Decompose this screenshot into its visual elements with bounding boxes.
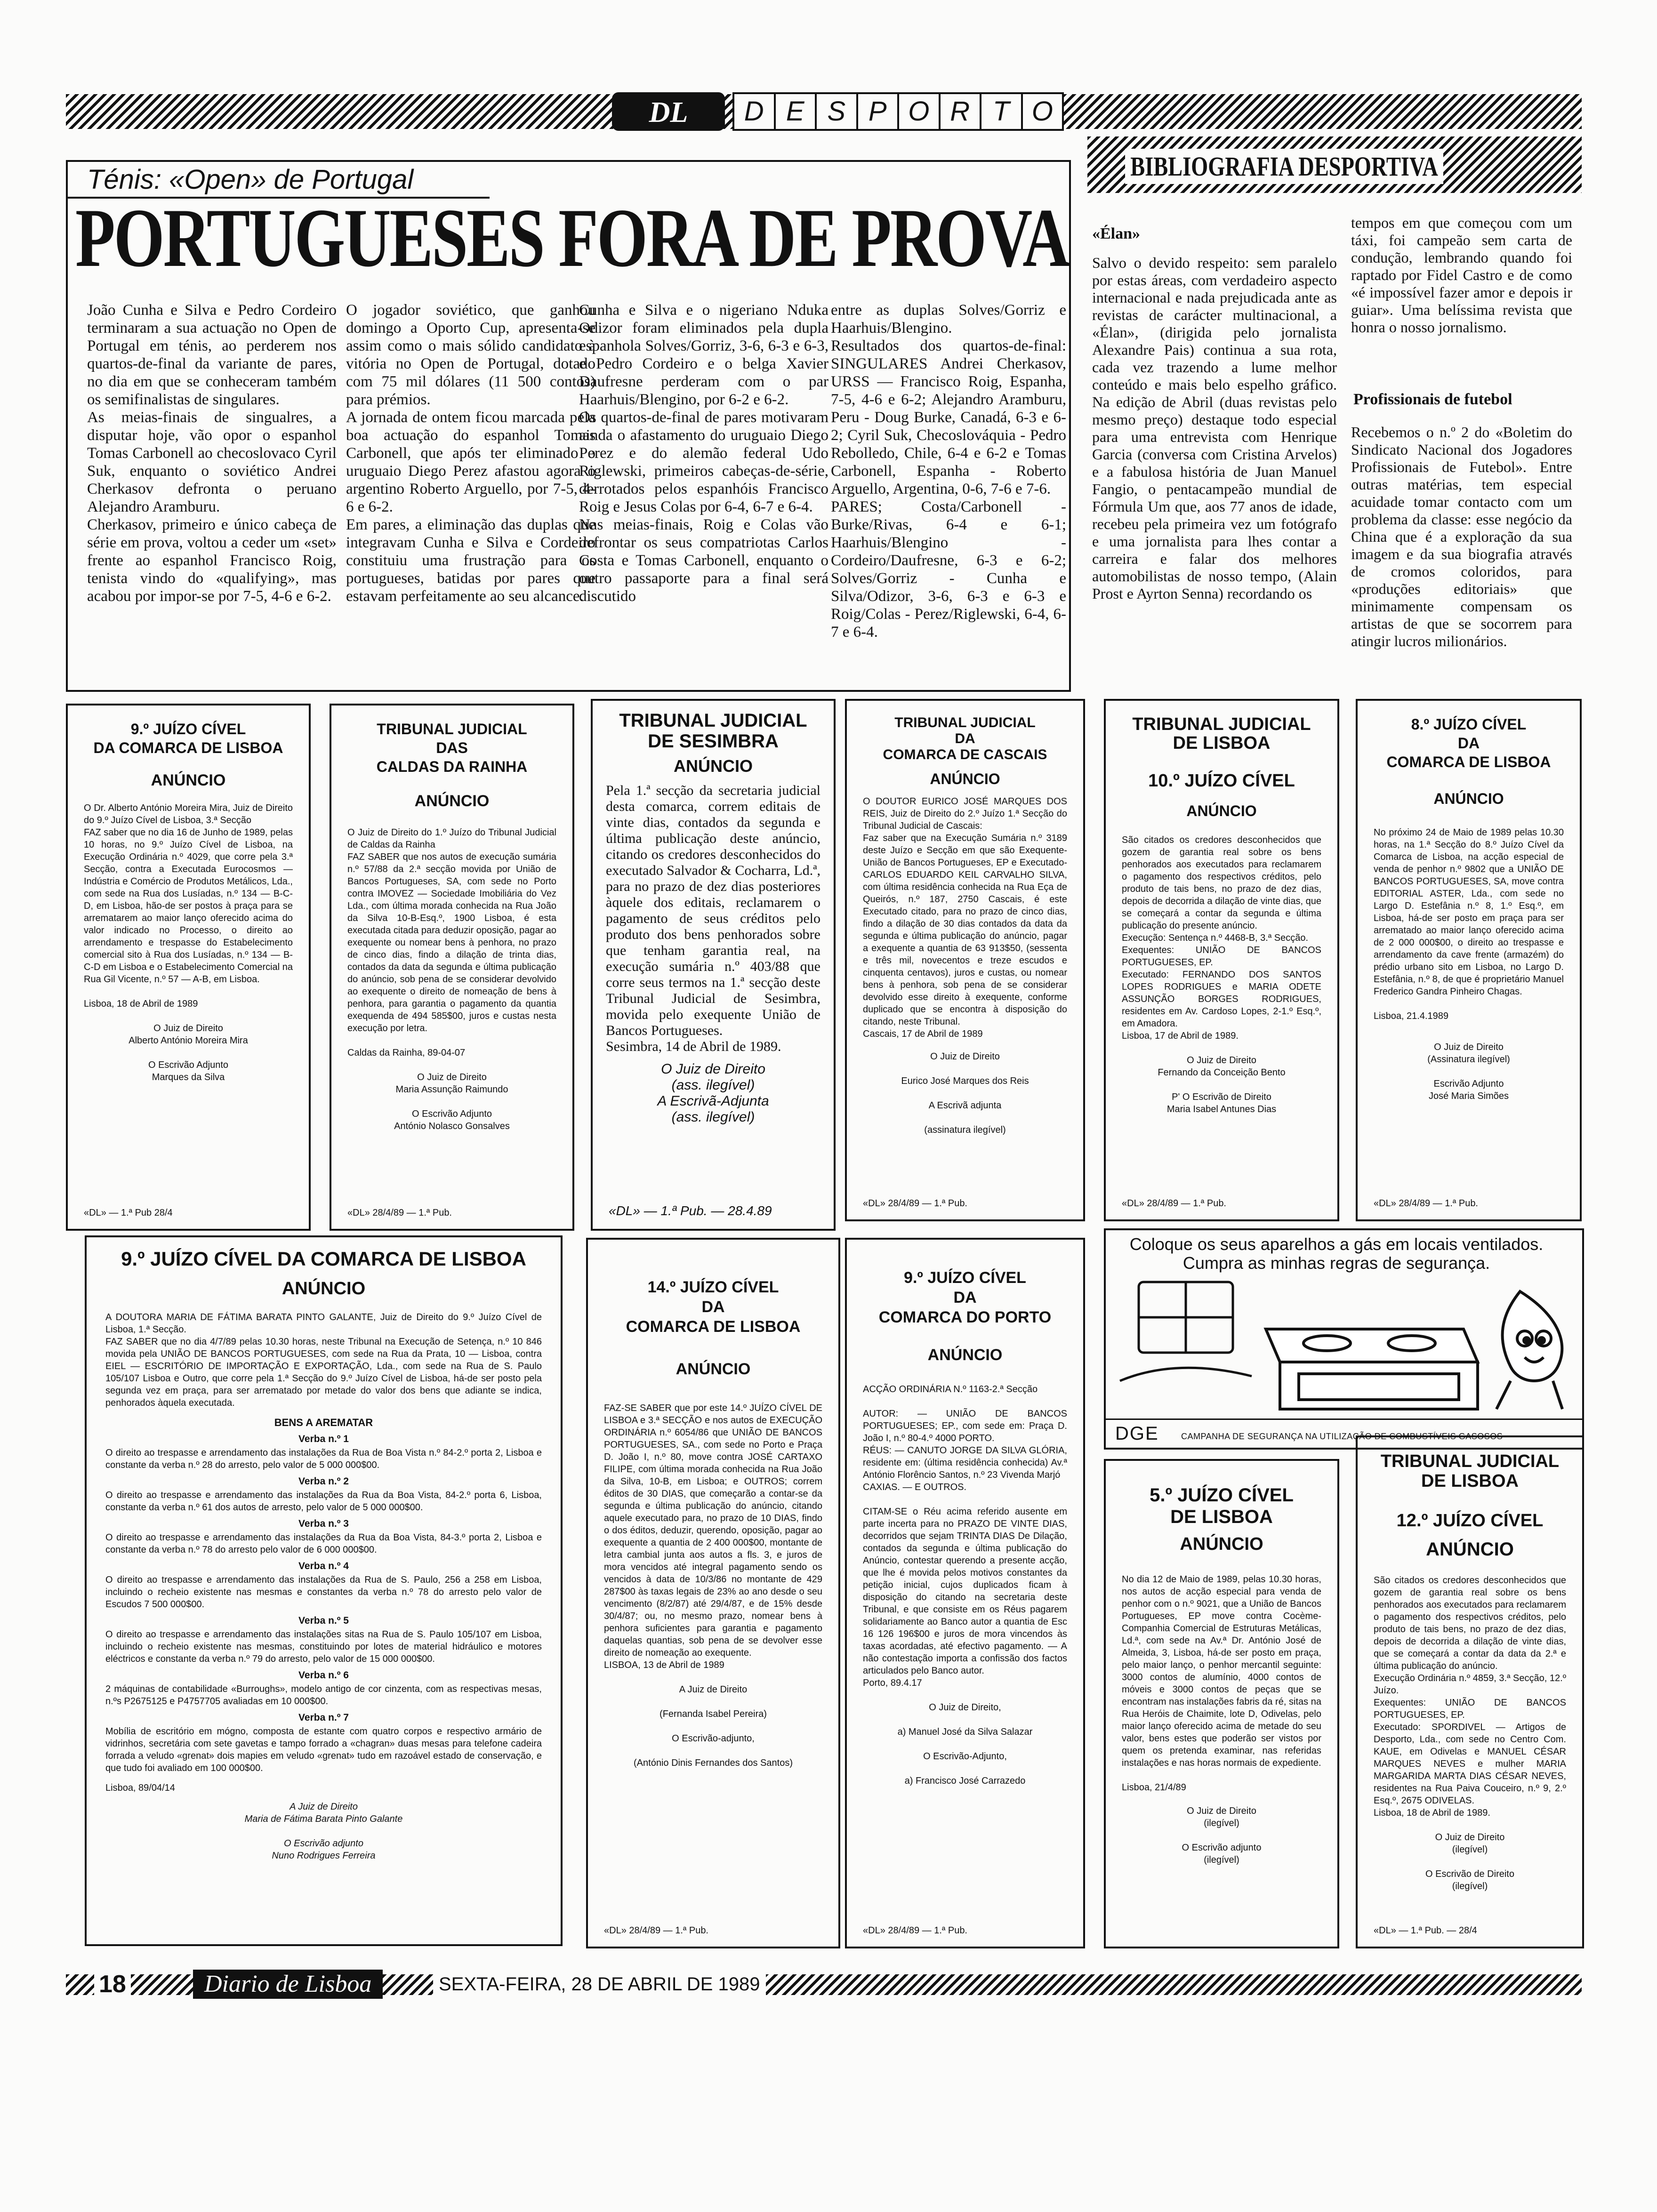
bibliografia-col1-text: Salvo o devido respeito: sem paralelo por estas áreas, com verdadeiro aspecto internacional e nada prejudicada ante as revistas de carácter multinacional, a «Élan», (dirigida pelo jornalista Alexandre Pais) continua a sua rota, cada vez trazendo a lume melhor conteúdo e mais belo espelho gráfico. Na edição de Abril (duas revistas pelo mesmo preço) destaque todo especial para uma entrevista com Henrique Garcia (conversa com Cristina Arvelos) e a fabulosa história de Juan Manuel Fangio, o pentacampeão mundial de Fórmula Um que, aos 77 anos de idade, recebeu pela primeira vez um fotógrafo e uma jornalista para lhes contar a carreira e falar dos melhores automobilistas de nosso tempo, (Alain Prost e Ayrton Senna) recordando os [1092,254,1337,602]
legal-notice-big [85,1235,563,1946]
notice-pub: «DL» — 1.ª Pub. — 28/4 [1374,1925,1477,1936]
verbas-list [105,1434,542,1774]
verba-text: Mobília de escritório em mógno, composta de estante com quatro corpos e respectivo armário de vidrinhos, secretária com sete gavetas e tampo forrado a «chagran» duas mesas para telefone cadeira forrada a veludo «grenat» dois mapies em veludo «grenat» tudo em razoável estado de conservação, e que tudo foi avaliado em 100 000$00. [105,1726,542,1773]
ad-illustration [1110,1273,1581,1414]
notice-heading: TRIBUNAL JUDICIAL DAS CALDAS DA RAINHA [376,721,528,775]
notice-body: O Juiz de Direito do 1.º Juízo do Tribunal Judicial de Caldas da Rainha FAZ SABER que nos autos de execução sumária n.º 57/88 da 2.ª secção movida por União de Bancos Portugueses, SA, com sede no Porto contra IMOVEZ — Sociedade Imobiliária do Vez Lda., com última morada conhecida na Rua João da Silva 10-B-Esq.º, 1900 Lisboa, é esta executada citada para deduzir oposição, pagar ao exequente ou nomear bens à penhora, no prazo de cinco dias, findo a dilação de trinta dias, contados da data da segunda e última publicação do anúncio, sob pena de se considerar devolvido ao exequente o direito de nomeação de bens à penhora, para garantia o pagamento da quantia exequenda de 494 585$00, juros e custas nesta execução por letra. Caldas da Rainha, 89-04-07 [347,827,556,1058]
gas-stove-icon [1266,1329,1478,1409]
legal-notice-5 [1104,699,1339,1221]
notice-body: São citados os credores desconhecidos que gozem de garantia real sobre os bens penhorados aos executados para reclamarem o pagamento dos respectivos créditos, pelo produto de tais bens, no prazo de dez dias, depois de decorrida a dilação de vinte dias, que se começará a contar da segunda e última publicação do presente anúncio. Execução: Sentença n.º 4468-B, 3.ª Secção. Exequentes: UNIÃO DE BANCOS PORTUGUESES, EP. Executado: FERNANDO DOS SANTOS LOPES RODRIGUES e MARIA ODETE ASSUNÇÃO BORGES RODRIGUES, residentes em Av. Cardoso Lopes, 2-1.º Esq.º, em Amadora. Lisboa, 17 de Abril de 1989. [1122,835,1321,1041]
verba-text: O direito ao trespasse e arrendamento das instalações sitas na Rua de S. Paulo 105/107 em Lisboa, incluindo o recheio existente nas mesmas, constituindo por lotes de material hidráulico e motores eléctricos e constante da verba n.º 79 do arresto, pelo valor de 15 000 000$00. [105,1629,542,1664]
notice-body: FAZ-SE SABER que por este 14.º JUÍZO CÍVEL DE LISBOA e 3.ª SECÇÃO e nos autos de EXECUÇÃO ORDINÁRIA n.º 6054/86 que UNIÃO DE BANCOS PORTUGUESES, SA., com sede no Porto e Praça D. João I, n.º 80, move contra JOSÉ CARTAXO FILIPE, com última morada conhecida na Rua João da Silva, 10-B, em Lisboa; e OUTROS; correm éditos de 30 DIAS, que começarão a contar-se da segunda e última publicação do anúncio, citando aquele executado para, no prazo de 10 DIAS, findo o dos éditos, deduzir, querendo, oposição, pagar ao exequente a quantia de 2 400 000$00, montante de letra cambial junta aos autos a fls. 3, e juros de mora vencidos até integral pagamento sendo os vencidos à data de 10/3/86 no montante de 429 287$00 às taxas legais de 23% ao ano desde o seu vencimento (8/2/87) até 29/4/87, e de 15% desde 30/4/87; ou, no mesmo prazo, nomear bens à penhora suficientes para garantia e pagamento daquelas quantias, sob pena de se devolver esse direito de nomeação ao exequente. LISBOA, 13 de Abril de 1989 [604,1403,822,1670]
legal-notice-porto [845,1238,1085,1948]
legal-notice-12-civel [1356,1435,1584,1948]
notice-subheading: ANÚNCIO [1426,1539,1514,1560]
notice-heading: TRIBUNAL JUDICIAL DE LISBOA 12.º JUÍZO CÍVEL [1380,1451,1560,1531]
notice-heading: 5.º JUÍZO CÍVEL DE LISBOA [1150,1485,1294,1527]
notice-body: São citados os credores desconhecidos que gozem de garantia real sobre os bens penhorados aos executados para reclamarem o pagamento dos respectivos créditos, pelo produto de tais bens, no prazo de dez dias, depois de decorrida a dilação de vinte dias, que se começará a contar da data da 2.ª e última publicação do anúncio. Execução Ordinária n.º 4859, 3.ª Secção, 12.º Juízo. Exequentes: UNIÃO DE BANCOS PORTUGUESES, EP. Executado: SPORDIVEL — Artigos de Desporto, Lda., com sede no Centro Com. KAUE, em Odivelas e MANUEL CÉSAR MARQUES NEVES e mulher MARIA MARGARIDA MARTA DIAS CÉSAR NEVES, residentes na Rua Paiva Couceiro, n.º 9, 2.º Esq.º, 2675 ODIVELAS. Lisboa, 18 de Abril de 1989. [1374,1575,1566,1818]
verba-label: Verba n.º 1 [298,1434,349,1444]
notice-intro: A DOUTORA MARIA DE FÁTIMA BARATA PINTO GALANTE, Juiz de Direito do 9.º Juízo Cível de Lisboa, 1.ª Secção. FAZ SABER que no dia 4/7/89 pelas 10.30 horas, neste Tribunal na Execução de Setença, n.º 10 846 movida pela UNIÃO DE BANCOS PORTUGUESES, com sede na Rua da Prata, 10 — Lisboa, contra EIEL — ESCRITÓRIO DE IMPORTAÇÃO E EXPORTAÇÃO, Lda., com sede na Rua de S. Paulo 105/107 Lisboa e Outro, que corre pela 1.ª Secção do 9.º Juízo Cível de Lisboa, há-de ser posto pela segunda vez em praça, para ser arrematado por metade do valor dos bens que adiante se indica, penhorados àquela executada. [105,1312,542,1408]
notice-pub: «DL» 28/4/89 — 1.ª Pub. [347,1208,452,1218]
notice-heading: TRIBUNAL JUDICIAL DE SESIMBRA [619,710,807,752]
notice-heading: 9.º JUÍZO CÍVEL DA COMARCA DE LISBOA [121,1248,526,1270]
section-title-letter: D [732,92,776,131]
verba-label: Verba n.º 7 [298,1712,349,1723]
verba-text: O direito ao trespasse e arrendamento das instalações da Rua da Boa Vista, 84-3.º porta 2, Lisboa e constante da verba n.º 78 do arresto pelo valor de 6 000 000$00. [105,1532,542,1555]
notice-signature: O Juiz de Direito Alberto António Moreira Mira O Escrivão Adjunto Marques da Silva [129,1023,248,1082]
ad-tagline: Coloque os seus aparelhos a gás em locais ventilados. Cumpra as minhas regras de segurança. [1129,1234,1544,1273]
footer-date: SEXTA-FEIRA, 28 DE ABRIL DE 1989 [433,1971,766,1997]
article-kicker: Ténis: «Open» de Portugal [87,164,414,195]
verba-text: O direito ao trespasse e arrendamento das instalações da Rua de Boa Vista n.º 84-2.º porta 2, Lisboa e constante da verba n.º 28 do arresto, pelo valor de 5 000 000$00. [105,1448,542,1470]
notice-pub: «DL» 28/4/89 — 1.ª Pub. [863,1198,967,1209]
article-column-2: O jogador soviético, que ganhou domingo a Oporto Cup, apresenta-se assim como o mais sólido candidato à vitória no Open de Portugal, dotado com 75 mil dólares (11 500 contos) para prémios. A jornada de ontem ficou marcada pela boa actuação do espanhol Tomas Carbonell, que após ter eliminado o uruguaio Diego Perez afastou agora o argentino Roberto Arguello, por 7-5, 4-6 e 6-2. Em pares, a eliminação das duplas que integravam Cunha e Silva e Cordeiro constituiu uma frustração para os portugueses, batidas por pares que estavam perfeitamente ao seu alcance. [346,302,595,605]
verba-label: Verba n.º 2 [298,1476,349,1487]
page-number: 18 [94,1970,131,1999]
verba-label: Verba n.º 6 [298,1670,349,1681]
notice-signature: O Juiz de Direito (ilegível) O Escrivão de Direito (ilegível) [1425,1832,1514,1891]
section-title-letter: O [897,92,941,131]
notice-subheading: ANÚNCIO [151,771,226,789]
notice-body: O Dr. Alberto António Moreira Mira, Juiz de Direito do 9.º Juízo Cível de Lisboa, 3.ª Secção FAZ saber que no dia 16 de Junho de 1989, pelas 10 horas, no 9.º Juízo Cível de Lisboa, na Execução Ordinária n.º 4029, que corre pela 3.ª Secção, contra a Executada Eurocosmos — Indústria e Comércio de Produtos Metálicos, Lda., com sede na Rua dos Lusíadas, n.º 134 — B-C-D, em Lisboa, hão-de ser postos à praça para se arrematarem ao maior lanço oferecido acima do valor indicado no Processo, o direito ao arrendamento e trespasse do Estabelecimento comercial sito à Rua dos Lusíadas, n.º 134 — B-C-D em Lisboa e o Estabelecimento Comercial na Rua Gil Vicente, n.º 57 — A-B, em Lisboa. Lisboa, 18 de Abril de 1989 [84,803,293,1009]
section-title-letter: R [939,92,982,131]
notice-signature: O Juiz de Direito Maria Assunção Raimundo O Escrivão Adjunto António Nolasco Gonsalves [394,1072,510,1131]
ad-brand: DGE [1115,1423,1159,1444]
bibliografia-col1-head: «Élan» [1092,225,1141,242]
verba-label: Verba n.º 5 [298,1615,349,1626]
article-headline: PORTUGUESES FORA DE PROVA [75,191,1069,284]
article-column-1: João Cunha e Silva e Pedro Cordeiro terminaram a sua actuação no Open de Portugal em ténis, ao perderem nos quartos-de-final da variante de pares, no dia em que se conheceram também os semifinalistas de singulares. As meias-finais de singualres, a disputar hoje, vão opor o espanhol Tomas Carbonell ao checoslovaco Cyril Suk, enquanto o soviético Andrei Cherkasov defronta o peruano Alejandro Aramburu. Cherkasov, primeiro e único cabeça de série em prova, voltou a ceder um «set» frente ao espanhol Francisco Roig, tenista vindo do «qualifying», mas acabou por impor-se por 7-5, 4-6 e 6-2. [87,302,337,605]
notice-signature: O Juiz de Direito Fernando da Conceição Bento P' O Escrivão de Direito Maria Isabel Antunes Dias [1158,1055,1286,1114]
notice-heading: 14.º JUÍZO CÍVEL DA COMARCA DE LISBOA [626,1278,801,1336]
verba-label: Verba n.º 3 [298,1518,349,1529]
paper-name: Diario de Lisboa [193,1970,383,1999]
bibliografia-title: BIBLIOGRAFIA DESPORTIVA [1125,149,1443,184]
notice-body: No próximo 24 de Maio de 1989 pelas 10.30 horas, na 1.ª Secção do 8.º Juízo Cível da Comarca de Lisboa, na acção especial de venda de penhor n.º 9802 que a UNIÃO DE BANCOS PORTUGUESES, SA, move contra EDITORIAL ASTER, Lda., com sede no Largo D. Estefânia n.º 8, 1.º Esq.º, em Lisboa, há-de ser posto em praça para ser arrematado ao maior lanço oferecido acima de 2 000 000$00, o direito ao trespasse e arrendamento da cave frente (armazém) do prédio urbano sito em Lisboa, no Largo D. Estefânia, n.º 8, de que é proprietário Manuel Frederico Gandra Pinheiro Chagas. Lisboa, 21.4.1989 [1374,827,1564,1021]
notice-subheading: ANÚNCIO [927,1346,1003,1364]
ad-campaign: CAMPANHA DE SEGURANÇA NA UTILIZAÇÃO DE COMBUSTÍVEIS GASOSOS [1181,1432,1503,1441]
notice-pub: «DL» — 1.ª Pub 28/4 [84,1208,173,1218]
verba-text: O direito ao trespasse e arrendamento das instalações da Rua de S. Paulo, 256 a 258 em Lisboa, incluindo o recheio existente nas mesmas e constantes da verba n.º 78 do arresto pelo valor de Escudos 7 500 000$00. [105,1575,542,1610]
bibliografia-col2-text2: Recebemos o n.º 2 do «Boletim do Sindicato Nacional dos Jogadores Profissionais de Futebol». Entre outras matérias, tem especial acuidade tomar contacto com um problema da classe: esse negócio da China que é a exploração da sua imagem e da sua biografia através de cromos coloridos, para «produções editoriais» que minimamente compensam os artistas de que se socorrem para atingir lucros milionários. [1351,424,1572,649]
notice-date: Lisboa, 89/04/14 [105,1783,175,1793]
article-column-4: entre as duplas Solves/Gorriz e Haarhuis/Blengino. Resultados dos quartos-de-final: SINGULARES Andrei Cherkasov, URSS — Francisco Roig, Espanha, 7-5, 4-6 e 6-2; Alejandro Aramburu, Peru - Doug Burke, Canadá, 6-3 e 6-2; Cyril Suk, Checoslováquia - Pedro Rebolledo, Chile, 6-4 e 6-2 e Tomas Carbonell, Espanha - Roberto Arguello, Argentina, 0-6, 7-6 e 7-6. PARES; Costa/Carbonell - Burke/Rivas, 6-4 e 6-1; Haarhuis/Blengino - Cordeiro/Daufresne, 6-3 e 6-2; Solves/Gorriz - Cunha e Silva/Odizor, 3-6, 6-3 e 6-3 e Roig/Colas - Perez/Riglewski, 6-4, 6-7 e 6-4. [831,302,1066,641]
list-title: BENS A AREMATAR [274,1417,373,1428]
gas-safety-ad [1104,1228,1584,1450]
notice-body: No dia 12 de Maio de 1989, pelas 10.30 horas, nos autos de acção especial para venda de penhor com o n.º 9021, que a União de Bancos Portugueses, EP move contra Cocème-Companhia Comercial de Estruturas Metálicas, Ld.ª, com sede na Av.ª Dr. António José de Almeida, 3, Lisboa, há-de ser posto em praça, pelo maior lanço, o penhor mercantil seguinte: 3000 contos de alumínio, 4000 contos de móveis e 3000 contos de peças que se encontram nas instalações fabris da ré, sitas na Rua Heróis de Chaimite, lote D, Odivelas, pelo maior lanço oferecido acima de metade do seu valor, bens estes que poderão ser vistos por quem os pretenda examinar, nas referidas instalações e nas horas normais de expediente. Lisboa, 21/4/89 [1122,1574,1321,1793]
section-title-letter: P [856,92,900,131]
verba-label: Verba n.º 4 [298,1561,349,1571]
notice-heading: TRIBUNAL JUDICIAL DE LISBOA 10.º JUÍZO CÍVEL [1132,714,1311,791]
section-title-letter: E [774,92,817,131]
legal-notice-14-civel [586,1238,840,1948]
verba-text: 2 máquinas de contabilidade «Burroughs», modelo antigo de cor cinzenta, com as respectivas mesas, n.ºs P2675125 e P4757705 avaliadas em 10 000$00. [105,1684,542,1707]
notice-subheading: ANÚNCIO [930,770,1000,787]
notice-subheading: ANÚNCIO [1186,802,1257,819]
notice-pub: «DL» 28/4/89 — 1.ª Pub. [863,1925,967,1936]
legal-notice-2 [330,704,574,1231]
notice-subheading: ANÚNCIO [1180,1534,1263,1554]
notice-heading: 9.º JUÍZO CÍVEL DA COMARCA DE LISBOA [93,721,283,756]
verba-text: O direito ao trespasse e arrendamento das instalações da Rua da Boa Vista, 84-2.º porta 6, Lisboa, constante da verba n.º 61 dos autos de arresto, pelo valor de 5 000 000$00. [105,1490,542,1513]
notice-subheading: ANÚNCIO [414,792,490,810]
notice-heading: TRIBUNAL JUDICIAL DA COMARCA DE CASCAIS [883,715,1047,762]
masthead-logo: DL [612,92,725,131]
notice-pub: «DL» — 1.ª Pub. — 28.4.89 [609,1203,772,1218]
section-title-letter: T [980,92,1023,131]
bibliografia-col2-text: tempos em que começou com um táxi, foi campeão sem carta de condução, lembrando quando foi raptado por Fidel Castro e de como «é impossível fazer amor e depois ir guiar». Uma belíssima revista que honra o nosso jornalismo. [1351,214,1572,336]
window-icon [1120,1282,1252,1381]
legal-notice-3 [591,699,836,1231]
legal-notice-6 [1356,699,1582,1221]
notice-body: Pela 1.ª secção da secretaria judicial desta comarca, correm editais de vinte dias, contados da segunda e última publicação deste anúncio, citando os credores desconhecidos do executado Salvador & Cocharra, Ld.ª, para no prazo de dez dias posteriores àquele dos editais, reclamarem o pagamento de seus créditos pelo produto dos bens penhorados sobre que tenham garantia real, na execução sumária n.º 403/88 que corre seus termos na 1.ª secção deste Tribunal Judicial de Sesimbra, movida pelo exequente União de Bancos Portugueses. Sesimbra, 14 de Abril de 1989. [606,783,820,1054]
notice-pub: «DL» 28/4/89 — 1.ª Pub. [1122,1198,1226,1209]
notice-subheading: ANÚNCIO [674,756,753,776]
notice-signature: A Juiz de Direito Maria de Fátima Barata Pinto Galante O Escrivão adjunto Nuno Rodrigues Ferreira [244,1802,403,1861]
notice-signature: O Juiz de Direito, a) Manuel José da Silva Salazar O Escrivão-Adjunto, a) Francisco José Carrazedo [897,1702,1033,1786]
ad-footer-rule [1106,1419,1582,1420]
notice-subheading: ANÚNCIO [1433,790,1504,807]
section-title-letter: O [1021,92,1064,131]
notice-pub: «DL» 28/4/89 — 1.ª Pub. [1374,1198,1478,1209]
notice-pub: «DL» 28/4/89 — 1.ª Pub. [604,1925,708,1936]
notice-body: ACÇÃO ORDINÁRIA N.º 1163-2.ª Secção AUTOR: — UNIÃO DE BANCOS PORTUGUESES; EP., com sede em: Praça D. João I, n.º 80-4.º 4000 PORTO. RÉUS: — CANUTO JORGE DA SILVA GLÓRIA, residente em: (última residência conhecida) Av.ª António Florêncio Santos, n.º 23 Vivenda Marjó CAXIAS. — E OUTROS. CITAM-SE o Réu acima referido ausente em parte incerta para no PRAZO DE VINTE DIAS, decorridos que sejam TRINTA DIAS De Dilação, contados da segunda e última publicação do Anúncio, contestar querendo a presente acção, que lhe é movida pelos motivos constantes da petição inicial, cujos duplicados ficam à disposição do citando na secretaria deste Tribunal, e que consiste em os Réus pagarem solidariamente ao Banco autor a quantia de Esc 16 126 196$00 e juros de mora vincendos às taxas acordadas, até efectivo pagamento. — A não contestação importa a confissão dos factos articulados pelo Banco autor. Porto, 89.4.17 [863,1384,1067,1688]
notice-heading: 8.º JUÍZO CÍVEL DA COMARCA DE LISBOA [1386,716,1551,770]
legal-notice-4 [845,699,1085,1221]
notice-body: O DOUTOR EURICO JOSÉ MARQUES DOS REIS, Juiz de Direito do 2.º Juízo 1.ª Secção do Tribunal Judicial de Cascais: Faz saber que na Execução Sumária n.º 3189 deste Juízo e Secção em que são Exequente-União de Bancos Portugueses, EP e Executado-CARLOS EDUARDO KEIL CARVALHO SILVA, com última residência conhecida na Rua Eça de Queirós, n.º 187, 2750 Cascais, é este Executado citado, para no prazo de cinco dias, findo a dilação de 30 dias contados da data da segunda e última publicação do anúncio, pagar a exequente a quantia de 63 913$50, (sessenta e três mil, novecentos e treze escudos e cinquenta centavos), juros e custas, ou nomear bens à penhora, sob pena de se considerar devolvido esse direito à exequente, conforme duplicado que se encontra à disposição do citando, neste Tribunal. Cascais, 17 de Abril de 1989 [863,796,1067,1039]
notice-signature: O Juiz de Direito (ass. ilegível) A Escrivã-Adjunta (ass. ilegível) [657,1061,769,1125]
notice-subheading: ANÚNCIO [676,1360,751,1378]
notice-subheading: ANÚNCIO [282,1279,366,1298]
notice-signature: A Juiz de Direito (Fernanda Isabel Pereira) O Escrivão-adjunto, (António Dinis Fernandes dos Santos) [634,1684,793,1768]
flame-mascot-icon [1496,1291,1562,1409]
legal-notice-5-civel [1104,1459,1339,1948]
notice-signature: O Juiz de Direito (ilegível) O Escrivão adjunto (ilegível) [1182,1806,1262,1865]
bibliografia-col2-head: Profissionais de futebol [1353,391,1512,408]
section-title [734,92,1064,131]
notice-signature: O Juiz de Direito (Assinatura ilegível) Escrivão Adjunto José Maria Simões [1427,1042,1510,1101]
section-title-letter: S [815,92,858,131]
legal-notice-1 [66,704,311,1231]
notice-heading: 9.º JUÍZO CÍVEL DA COMARCA DO PORTO [878,1269,1052,1326]
article-column-3: Cunha e Silva e o nigeriano Nduka Odizor foram eliminados pela dupla espanhola Solves/Gorriz, 3-6, 6-3 e 6-3, e Pedro Cordeiro e o belga Xavier Daufresne perderam com o par Haarhuis/Blengino, por 6-2 e 6-2. Os quartos-de-final de pares motivaram ainda o afastamento do uruguaio Diego Perez e do alemão federal Udo Riglewski, primeiros cabeças-de-série, derrotados pelos espanhóis Francisco Roig e Jesus Colas por 6-4, 6-7 e 6-4. Nas meias-finais, Roig e Colas vão defrontar os seus compatriotas Carlos Costa e Tomas Carbonell, enquanto o outro passaporte para a final será discutido [579,302,828,605]
notice-signature: O Juiz de Direito Eurico José Marques dos Reis A Escrivã adjunta (assinatura ilegível) [901,1051,1029,1135]
